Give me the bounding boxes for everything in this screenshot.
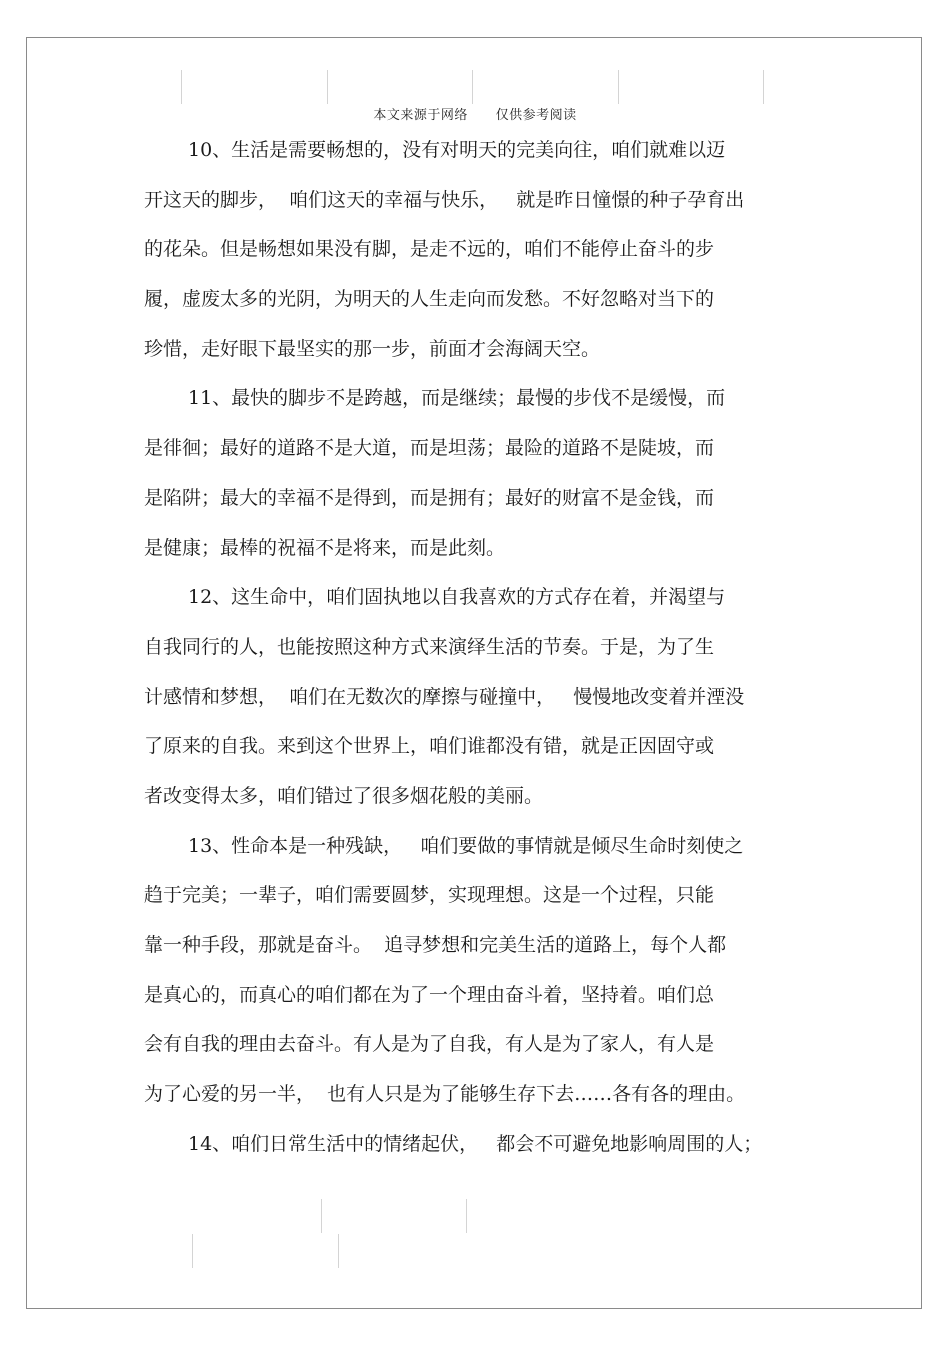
text-line: 是真心的，而真心的咱们都在为了一个理由奋斗着，坚持着。咱们总	[144, 983, 715, 1006]
scan-mark	[321, 1199, 322, 1233]
text-line: 14、咱们日常生活中的情绪起伏， 都会不可避免地影响周围的人；	[188, 1132, 763, 1155]
scan-mark	[618, 70, 619, 104]
document-body	[144, 126, 804, 1169]
paragraph	[144, 573, 804, 821]
paragraph	[144, 1120, 804, 1170]
text-line: 趋于完美；一辈子，咱们需要圆梦，实现理想。这是一个过程，只能	[144, 884, 715, 907]
text-line: 履，虚废太多的光阴，为明天的人生走向而发愁。不好忽略对当下的	[144, 288, 715, 311]
text-line: 自我同行的人，也能按照这种方式来演绎生活的节奏。于是，为了生	[144, 635, 715, 658]
paragraph	[144, 126, 804, 374]
text-line: 靠一种手段，那就是奋斗。 追寻梦想和完美生活的道路上，每个人都	[144, 934, 727, 956]
text-line: 珍惜，走好眼下最坚实的那一步，前面才会海阔天空。	[144, 337, 601, 360]
text-line: 者改变得太多，咱们错过了很多烟花般的美丽。	[144, 784, 544, 807]
source-note: 本文来源于网络 仅供参考阅读	[373, 108, 577, 123]
text-line: 了原来的自我。来到这个世界上，咱们谁都没有错，就是正因固守或	[144, 735, 715, 758]
text-line: 是陷阱；最大的幸福不是得到，而是拥有；最好的财富不是金钱，而	[144, 486, 715, 509]
text-line: 是徘徊；最好的道路不是大道，而是坦荡；最险的道路不是陡坡，而	[144, 437, 715, 460]
text-line: 12、这生命中，咱们固执地以自我喜欢的方式存在着，并渴望与	[188, 586, 726, 609]
paragraph	[144, 822, 804, 1120]
scan-mark	[181, 70, 182, 104]
scan-mark	[472, 70, 473, 104]
scan-mark	[338, 1234, 339, 1268]
text-line: 计感情和梦想， 咱们在无数次的摩擦与碰撞中， 慢慢地改变着并湮没	[144, 685, 745, 708]
text-line: 10、生活是需要畅想的，没有对明天的完美向往，咱们就难以迈	[188, 139, 726, 161]
scan-mark	[466, 1199, 467, 1233]
paragraph	[144, 374, 804, 573]
text-line: 会有自我的理由去奋斗。有人是为了自我，有人是为了家人，有人是	[144, 1033, 715, 1056]
scan-mark	[763, 70, 764, 104]
text-line: 为了心爱的另一半， 也有人只是为了能够生存下去……各有各的理由。	[144, 1083, 746, 1106]
text-line: 11、最快的脚步不是跨越，而是继续；最慢的步伐不是缓慢，而	[188, 387, 726, 410]
scan-mark	[192, 1234, 193, 1268]
scan-mark	[327, 70, 328, 104]
text-line: 13、性命本是一种残缺， 咱们要做的事情就是倾尽生命时刻使之	[188, 834, 744, 857]
text-line: 开这天的脚步， 咱们这天的幸福与快乐， 就是昨日憧憬的种子孕育出	[144, 188, 745, 211]
text-line: 的花朵。但是畅想如果没有脚，是走不远的，咱们不能停止奋斗的步	[144, 238, 715, 261]
text-line: 是健康；最棒的祝福不是将来，而是此刻。	[144, 536, 506, 559]
